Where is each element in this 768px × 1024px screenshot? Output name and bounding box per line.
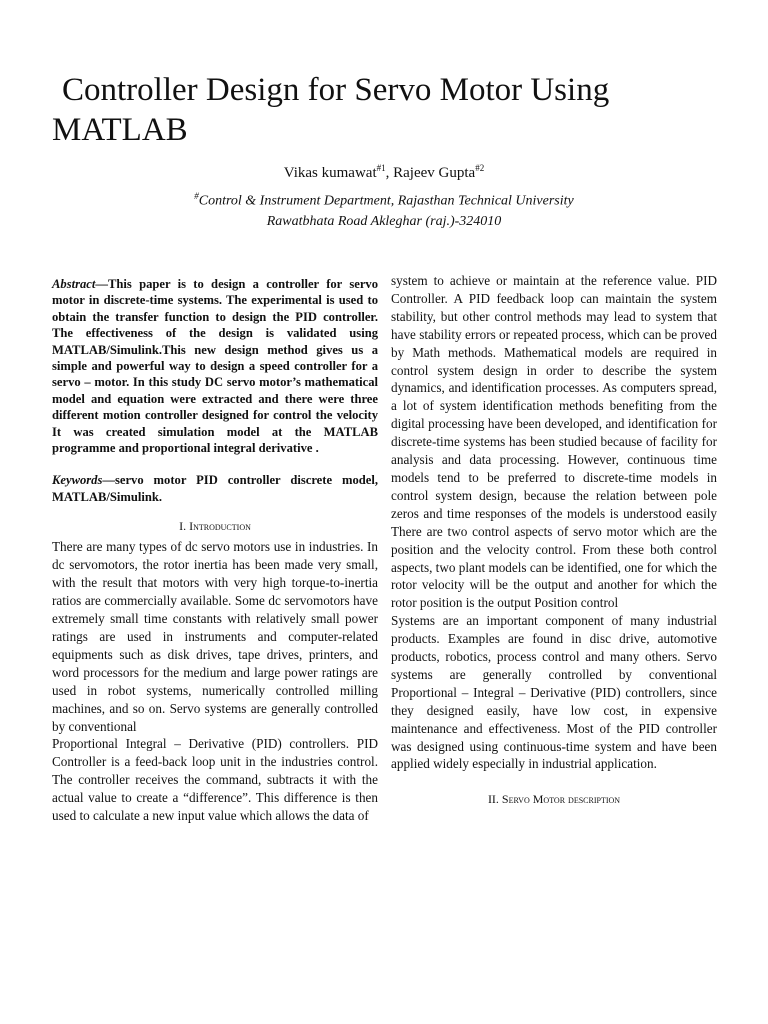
affiliation-mark: #	[194, 191, 199, 201]
author-name: Vikas kumawat	[283, 165, 377, 181]
abstract-label: Abstract	[52, 277, 96, 291]
keywords-label: Keywords	[52, 473, 103, 488]
body-paragraph: Systems are an important component of many industrial products. Examples are found in disc drive, automotive products, robotics, process control and many others. Servo systems are generally controlled by conventional Proportional – Integral – Derivative (PID) controllers, since they designed easily, have low cost, in expensive maintenance and effectiveness. Most of the PID controller was designed using continuous-time system and have been applied widely especially in industrial application.	[391, 613, 717, 772]
affiliation	[0, 186, 768, 232]
paper-title: Controller Design for Servo Motor Using MATLAB	[52, 72, 610, 148]
author-line	[0, 159, 768, 182]
body-paragraph: system to achieve or maintain at the reference value. PID Controller. A PID feedback loop can maintain the system stability, but other control methods may lead to system that have stability errors or repeated process, which can be proved by Math methods. Mathematical models are required in control system design in order to describe the system dynamics, and identification processes. As computers spread, a lot of system identification methods benefiting from the digital processing have been developed, and identification for discrete-time systems has been studied because of facility for analysis and data processing. However, continuous time models tend to be preferred to discrete-time models in control system design, because the relation between pole zeros and time responses of the models is understood easily There are two control aspects of servo motor which are the position and the velocity control. From these both control aspects, two plant models can be identified, one for which the rotor velocity will be the output and another for which the rotor position is the output Position control	[391, 273, 717, 611]
section-heading: I. Introduction	[179, 519, 251, 534]
author-affil-mark: #1	[376, 163, 386, 173]
right-column	[391, 272, 717, 811]
keywords-text: —servo motor PID controller discrete model, MATLAB/Simulink.	[52, 473, 378, 505]
affiliation-line: #Control & Instrument Department, Rajasthan Technical University	[194, 191, 574, 209]
body-paragraph: There are many types of dc servo motors use in industries. In dc servomotors, the rotor inertia has been made very small, with the result that motors with very high torque-to-inertia ratios are commercially available. Some dc servomotors have extremely small time constants with relatively small power ratings are used in instruments and computer-related equipments such as disk drives, tape drives, printers, and word processors for the medium and large power ratings are used in robot systems, numerically controlled milling machines, and so on. Servo systems are generally controlled by conventional	[52, 539, 378, 734]
author-name: Rajeev Gupta	[393, 165, 476, 181]
body-paragraph: Proportional Integral – Derivative (PID) controllers. PID Controller is a feed-back loop unit in the industries control. The controller receives the command, subtracts it with the actual value to create a “difference”. This difference is then used to calculate a new input value which allows the data of	[52, 736, 378, 824]
author-separator: ,	[385, 165, 394, 181]
affiliation-line: Rawatbhata Road Akleghar (raj.)-324010	[266, 213, 502, 229]
keywords	[52, 472, 378, 506]
left-column	[52, 276, 378, 825]
section-heading: II. Servo Motor description	[487, 792, 621, 807]
abstract-text: —This paper is to design a controller for servo motor in discrete-time systems. The experimental is used to obtain the transfer function to design the PID controller. The effectiveness of the design is validated using MATLAB/Simulink.This new design method gives us a simple and powerful way to design a speed controller for a servo – motor. In this study DC servo motor’s mathematical model and equation were extracted and there were three different motion controller designed for control the velocity It was created simulation model at the MATLAB programme and proportional integral derivative .	[52, 277, 378, 456]
author-affil-mark: #2	[475, 163, 485, 173]
abstract	[52, 276, 378, 456]
